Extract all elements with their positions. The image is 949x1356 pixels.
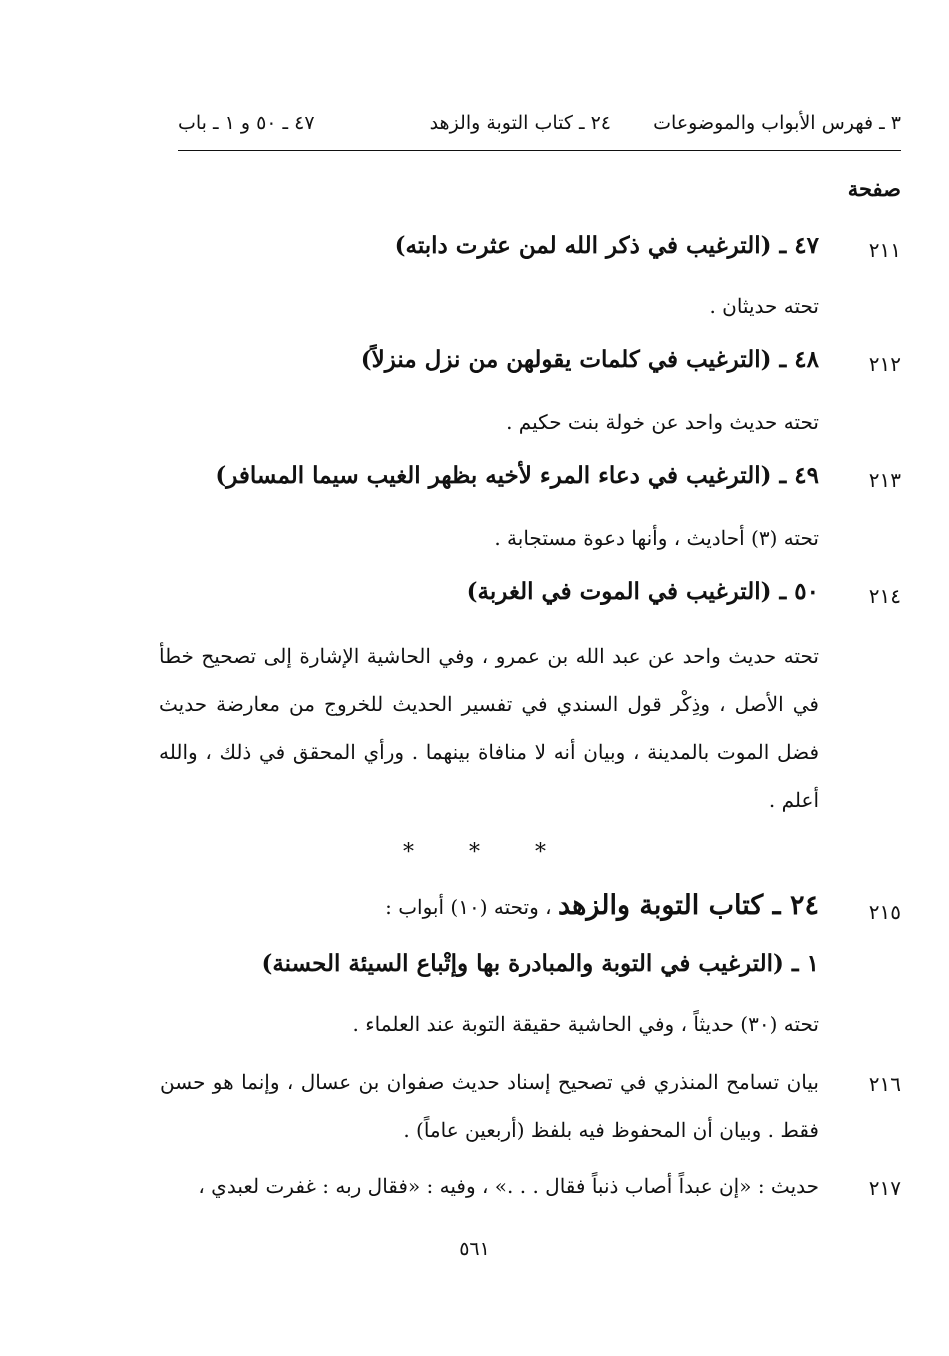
entry-note-paragraph: تحته حديث واحد عن عبد الله بن عمرو ، وفي الحاشية الإشارة إلى تصحيح خطأ في الأصل ، وذِكْر قول السندي في تفسير الحديث للخروج من معارضة حديث فضل الموت بالمدينة ، وبيان أنه لا منافاة بينهما . ورأي المحقق في ذلك ، والله أعلم . (159, 644, 819, 812)
book-suffix: ، وتحته (١٠) أبواب : (385, 895, 552, 919)
page-column-label: صفحة (847, 176, 901, 201)
entry-note: تحته (٣) أحاديث ، وأنها دعوة مستجابة . (494, 526, 819, 550)
chapter-note: تحته (٣٠) حديثاً ، وفي الحاشية حقيقة التوبة عند العلماء . (352, 1012, 819, 1036)
entry-page-number: ٢١٦ (868, 1072, 901, 1096)
entry-title: ٤٨ ـ (الترغيب في كلمات يقولهن من نزل منزلاً) (360, 346, 819, 373)
entry-page-number: ٢١٥ (868, 900, 901, 924)
entry-page-number: ٢١٧ (868, 1176, 901, 1200)
chapter-title: ١ ـ (الترغيب في التوبة والمبادرة بها وإتْباع السيئة الحسنة) (261, 950, 819, 977)
entry-page-number: ٢١٤ (868, 584, 901, 608)
entry-page-number: ٢١١ (868, 238, 901, 262)
separator-asterisk: * (535, 840, 546, 865)
header-range: ٤٧ ـ ٥٠ و ١ ـ باب (178, 112, 315, 134)
header-rule (178, 150, 901, 151)
page-number: ٥٦١ (459, 1238, 490, 1260)
entry-note: تحته حديث واحد عن خولة بنت حكيم . (506, 410, 819, 434)
entry-page-number: ٢١٣ (868, 468, 901, 492)
header-section: ٣ ـ فهرس الأبواب والموضوعات (653, 112, 901, 134)
book-title: ٢٤ ـ كتاب التوبة والزهد (557, 890, 819, 921)
separator-asterisk: * (403, 840, 414, 865)
entry-title: ٤٩ ـ (الترغيب في دعاء المرء لأخيه بظهر الغيب سيما المسافر) (215, 462, 819, 489)
entry-note: تحته حديثان . (709, 294, 819, 318)
entry-title: ٤٧ ـ (الترغيب في ذكر الله لمن عثرت دابته) (394, 232, 819, 259)
entry-text: بيان تسامح المنذري في تصحيح إسناد حديث صفوان بن عسال ، وإنما هو حسن فقط . وبيان أن المحفوظ فيه بلفظ (أربعين عاماً) . (160, 1070, 819, 1142)
entry-page-number: ٢١٢ (868, 352, 901, 376)
section-separator (0, 840, 949, 865)
header-book: ٢٤ ـ كتاب التوبة والزهد (429, 112, 611, 134)
entry-text: حديث : «إن عبداً أصاب ذنباً فقال . . .» ، وفيه : «فقال ربه : غفرت لعبدي ، (198, 1174, 819, 1198)
book-heading (385, 890, 819, 921)
separator-asterisk: * (469, 840, 480, 865)
running-header (178, 112, 901, 142)
entry-title: ٥٠ ـ (الترغيب في الموت في الغربة) (466, 578, 819, 605)
